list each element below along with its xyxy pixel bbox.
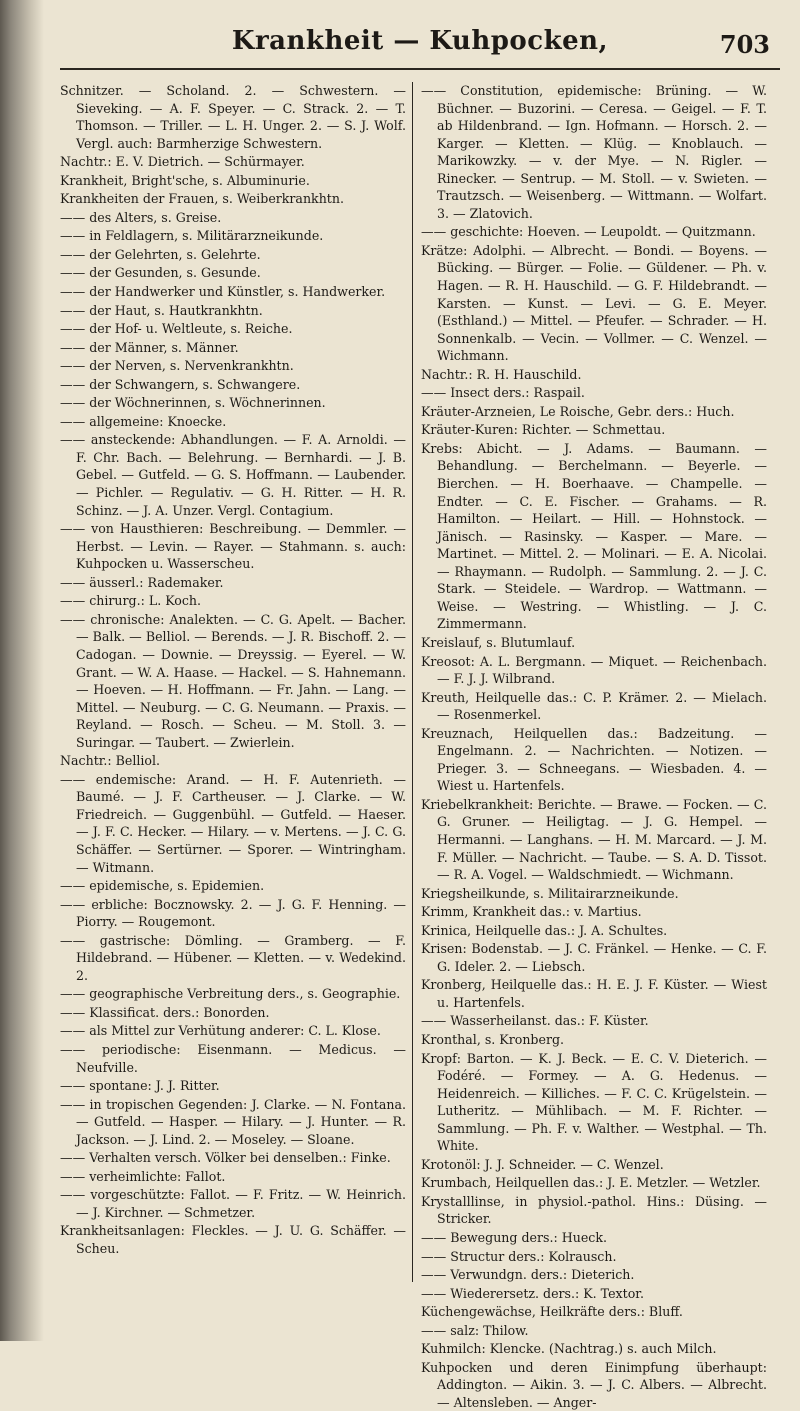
index-entry: —— geographische Verbreitung ders., s. Geographie. bbox=[60, 986, 401, 1002]
index-entry: Krätze: Adolphi. — Albrecht. — Bondi. — Boyens. — Bücking. — Bürger. — Folie. — Güldener. — Ph. v. Hagen. — R. H. Hauschild. — G. F. Hildebrandt. — Karsten. — Kunst. — Levi. — G. E. Meyer. (Esthland.) — Mittel. — Pfeufer. — Schrader. — H. Sonnenkalb. — Vecin. — Vollmer. — C. Wenzel. — Wichmann. bbox=[421, 242, 767, 364]
index-entry: Krankheitsanlagen: Fleckles. — J. U. G. Schäffer. — Scheu. bbox=[60, 1223, 406, 1256]
index-entry: —— der Gelehrten, s. Gelehrte. bbox=[60, 246, 261, 262]
index-entry: Kräuter-Arzneien, Le Roische, Gebr. ders.: Huch. bbox=[421, 403, 735, 419]
index-entry: —— gastrische: Dömling. — Gramberg. — F. Hildebrand. — Hübener. — Kletten. — v. Wedekind. 2. bbox=[60, 932, 406, 983]
index-entry: —— vorgeschützte: Fallot. — F. Fritz. — W. Heinrich. — J. Kirchner. — Schmetzer. bbox=[60, 1187, 406, 1220]
index-entry: Kriebelkrankheit: Berichte. — Brawe. — Focken. — C. G. Gruner. — Heiligtag. — J. G. Hempel. — Hermanni. — Langhans. — H. M. Marcard. — J. M. F. Müller. — Nachricht. — Taube. — S. A. D. Tissot. — R. A. Vogel. — Waldschmiedt. — Wichmann. bbox=[421, 796, 767, 883]
index-entry: —— als Mittel zur Verhütung anderer: C. L. Klose. bbox=[60, 1023, 381, 1039]
index-entry: —— Insect ders.: Raspail. bbox=[421, 385, 585, 401]
index-entry: —— Structur ders.: Kolrausch. bbox=[421, 1248, 617, 1264]
index-entry: Kreuznach, Heilquellen das.: Badzeitung. — Engelmann. 2. — Nachrichten. — Notizen. — Prieger. 3. — Schneegans. — Wiesbaden. 4. — Wiest u. Hartenfels. bbox=[421, 725, 767, 794]
index-entry: Kuhmilch: Klencke. (Nachtrag.) s. auch Milch. bbox=[421, 1341, 717, 1357]
index-entry: —— Verwundgn. ders.: Dieterich. bbox=[421, 1267, 635, 1283]
index-entry: —— Constitution, epidemische: Brüning. — W. Büchner. — Buzorini. — Ceresa. — Geigel. — F. T. ab Hildenbrand. — Ign. Hofmann. — Horsch. 2. — Karger. — Kletten. — Klüg. — Knoblauch. — Marikowzky. — v. der Mye. — N. Rigler. — Rinecker. — Sentrup. — M. Stoll. — v. Swieten. — Trautzsch. — Weisenberg. — Wittmann. — Wolfart. 3. — Zlatovich. bbox=[421, 83, 767, 221]
index-entry: Kronberg, Heilquelle das.: H. E. J. F. Küster. — Wiest u. Hartenfels. bbox=[421, 977, 767, 1010]
index-entry: —— der Haut, s. Hautkrankhtn. bbox=[60, 302, 263, 318]
index-entry: Kräuter-Kuren: Richter. — Schmettau. bbox=[421, 422, 666, 438]
index-entry: —— der Handwerker und Künstler, s. Handwerker. bbox=[60, 284, 386, 300]
index-entry: Krankheiten der Frauen, s. Weiberkrankhtn. bbox=[60, 191, 344, 207]
column-divider bbox=[412, 82, 413, 1282]
index-entry: —— epidemische, s. Epidemien. bbox=[60, 878, 265, 894]
index-entry: —— der Schwangern, s. Schwangere. bbox=[60, 376, 301, 392]
index-entry: —— Bewegung ders.: Hueck. bbox=[421, 1230, 607, 1245]
index-entry: —— der Männer, s. Männer. bbox=[60, 339, 239, 355]
index-entry: Krimm, Krankheit das.: v. Martius. bbox=[421, 904, 642, 920]
index-entry: —— chronische: Analekten. — C. G. Apelt. — Bacher. — Balk. — Belliol. — Berends. — J. R. Bischoff. 2. — Cadogan. — Downie. — Dreyssig. — Eyerel. — W. Grant. — W. A. Haase. — Hackel. — S. Hahnemann. — Hoeven. — H. Hoffmann. — Fr. Jahn. — Lang. — Mittel. — Neuburg. — C. G. Neumann. — Praxis. — Reyland. — Rosch. — Scheu. — M. Stoll. 3. — Suringar. — Taubert. — Zwierlein. bbox=[60, 611, 406, 750]
index-entry: Kriegsheilkunde, s. Militairarzneikunde. bbox=[421, 885, 679, 901]
index-entry: —— Klassificat. ders.: Bonorden. bbox=[60, 1004, 270, 1020]
index-entry: Kropf: Barton. — K. J. Beck. — E. C. V. Dieterich. — Fodéré. — Formey. — A. G. Hedenus. — Heidenreich. — Killiches. — F. C. C. Krügelstein. — Lutheritz. — Mühlibach. — M. F. Richter. — Sammlung. — Ph. F. v. Walther. — Westphal. — Th. White. bbox=[421, 1050, 767, 1154]
index-entry: Kreosot: A. L. Bergmann. — Miquet. — Reichenbach. — F. J. J. Wilbrand. bbox=[421, 653, 767, 687]
index-entry: Küchengewächse, Heilkräfte ders.: Bluff. bbox=[421, 1304, 683, 1320]
index-entry: —— der Hof- u. Weltleute, s. Reiche. bbox=[60, 321, 293, 337]
index-entry: Nachtr.: Belliol. bbox=[60, 753, 161, 769]
index-entry: —— in tropischen Gegenden: J. Clarke. — N. Fontana. — Gutfeld. — Hasper. — Hilary. — J. Hunter. — R. Jackson. — J. Lind. 2. — Moseley. — Sloane. bbox=[60, 1096, 406, 1147]
index-entry: —— von Hausthieren: Beschreibung. — Demmler. — Herbst. — Levin. — Rayer. — Stahmann. s. auch: Kuhpocken u. Wasserscheu. bbox=[60, 521, 406, 572]
index-entry: —— der Wöchnerinnen, s. Wöchnerinnen. bbox=[60, 395, 326, 411]
right-column bbox=[421, 82, 767, 1410]
index-entry: —— periodische: Eisenmann. — Medicus. — Neufville. bbox=[60, 1041, 406, 1075]
index-entry: Krotonöl: J. J. Schneider. — C. Wenzel. bbox=[421, 1156, 664, 1172]
index-entry: Nachtr.: R. H. Hauschild. bbox=[421, 366, 582, 382]
index-entry: —— der Nerven, s. Nervenkrankhtn. bbox=[60, 358, 294, 374]
index-entry: —— Wasserheilanst. das.: F. Küster. bbox=[421, 1013, 649, 1029]
index-entry: —— salz: Thilow. bbox=[421, 1322, 529, 1338]
page-number: 703 bbox=[719, 30, 770, 59]
index-entry: Schnitzer. — Scholand. 2. — Schwestern. — Sieveking. — A. F. Speyer. — C. Strack. 2. — T. Thomson. — Triller. — L. H. Unger. 2. — S. J. Wolf. Vergl. auch: Barmherzige Schwestern. bbox=[60, 83, 406, 151]
index-entry: —— Verhalten versch. Völker bei denselben.: Finke. bbox=[60, 1150, 391, 1166]
index-entry: —— Wiederersetz. ders.: K. Textor. bbox=[421, 1285, 644, 1301]
page-header bbox=[60, 18, 780, 74]
left-column bbox=[60, 82, 406, 1332]
index-entry: Kuhpocken und deren Einimpfung überhaupt: Addington. — Aikin. 3. — J. C. Albers. — Albrecht. — Altensleben. — Anger- bbox=[421, 1359, 767, 1410]
index-entry: Kreislauf, s. Blutumlauf. bbox=[421, 634, 576, 650]
index-entry: —— verheimlichte: Fallot. bbox=[60, 1168, 226, 1184]
index-entry: —— des Alters, s. Greise. bbox=[60, 209, 222, 225]
index-entry: —— allgemeine: Knoecke. bbox=[60, 413, 227, 429]
index-entry: —— chirurg.: L. Koch. bbox=[60, 593, 202, 609]
index-entry: —— endemische: Arand. — H. F. Autenrieth. — Baumé. — J. F. Cartheuser. — J. Clarke. — W. Friedreich. — Guggenbühl. — Gutfeld. — Haeser. — J. F. C. Hecker. — Hilary. — v. Mertens. — J. C. G. Schäffer. — Sertürner. — Sporer. — Wintringham. — Witmann. bbox=[60, 771, 406, 875]
index-entry: Kronthal, s. Kronberg. bbox=[421, 1031, 565, 1047]
index-entry: —— erbliche: Bocznowsky. 2. — J. G. F. Henning. — Piorry. — Rougemont. bbox=[60, 896, 406, 930]
index-entry: Krankheit, Bright'sche, s. Albuminurie. bbox=[60, 172, 310, 188]
index-entry: Nachtr.: E. V. Dietrich. — Schürmayer. bbox=[60, 154, 305, 170]
index-entry: Krystalllinse, in physiol.-pathol. Hins.: Düsing. — Stricker. bbox=[421, 1193, 767, 1227]
index-entry: Krinica, Heilquelle das.: J. A. Schultes. bbox=[421, 922, 668, 938]
index-entry: —— äusserl.: Rademaker. bbox=[60, 574, 224, 590]
index-entry: —— spontane: J. J. Ritter. bbox=[60, 1078, 220, 1094]
index-entry: —— geschichte: Hoeven. — Leupoldt. — Quitzmann. bbox=[421, 224, 756, 240]
index-entry: Krumbach, Heilquellen das.: J. E. Metzler. — Wetzler. bbox=[421, 1175, 761, 1191]
header-rule bbox=[60, 68, 780, 70]
index-entry: Kreuth, Heilquelle das.: C. P. Krämer. 2. — Mielach. — Rosenmerkel. bbox=[421, 689, 767, 723]
index-entry: —— ansteckende: Abhandlungen. — F. A. Arnoldi. — F. Chr. Bach. — Belehrung. — Bernhardi. — J. B. Gebel. — Gutfeld. — G. S. Hoffmann. — Laubender. — Pichler. — Regulativ. — G. H. Ritter. — H. R. Schinz. — J. A. Unzer. Vergl. Contagium. bbox=[60, 432, 406, 518]
binding-gutter bbox=[0, 0, 44, 1341]
running-head: Krankheit — Kuhpocken, bbox=[231, 26, 609, 56]
index-entry: Krisen: Bodenstab. — J. C. Fränkel. — Henke. — C. F. G. Ideler. 2. — Liebsch. bbox=[421, 941, 767, 974]
index-entry: —— der Gesunden, s. Gesunde. bbox=[60, 265, 261, 281]
index-entry: Krebs: Abicht. — J. Adams. — Baumann. — Behandlung. — Berchelmann. — Beyerle. — Bierchen. — H. Boerhaave. — Champelle. — Endter. — C. E. Fischer. — Grahams. — R. Hamilton. — Heilart. — Hill. — Hohnstock. — Jänisch. — Rasinsky. — Kasper. — Mare. — Martinet. — Mittel. 2. — Molinari. — E. A. Nicolai. — Rhaymann. — Rudolph. — Sammlung. 2. — J. C. Stark. — Steidele. — Wardrop. — Wattmann. — Weise. — Westring. — Whistling. — J. C. Zimmermann. bbox=[421, 440, 767, 632]
index-entry: —— in Feldlagern, s. Militärarzneikunde. bbox=[60, 228, 324, 244]
